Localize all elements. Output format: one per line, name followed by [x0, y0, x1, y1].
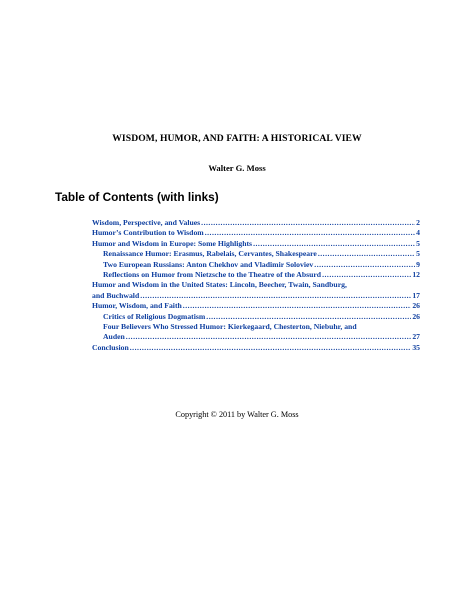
toc-link-humor-wisdom-united-states[interactable]: Humor and Wisdom in the United States: Lincoln, Beecher, Twain, Sandburg, and Buchwald ..... 17	[92, 280, 420, 301]
toc-link-wisdom-perspective-values[interactable]: Wisdom, Perspective, and Values ..... 2	[92, 218, 420, 228]
document-title: WISDOM, HUMOR, AND FAITH: A HISTORICAL VIEW	[112, 133, 362, 144]
toc-link-four-believers[interactable]: Four Believers Who Stressed Humor: Kierkegaard, Chesterton, Niebuhr, and Auden ..... 27	[92, 322, 420, 343]
toc-link-reflections-on-humor[interactable]: Reflections on Humor from Nietzsche to the Theatre of the Absurd ..... 12	[92, 270, 420, 280]
toc-link-renaissance-humor[interactable]: Renaissance Humor: Erasmus, Rabelais, Cervantes, Shakespeare ..... 5	[92, 249, 420, 259]
table-of-contents	[92, 218, 420, 353]
copyright-notice: Copyright © 2011 by Walter G. Moss	[175, 410, 299, 419]
toc-link-humors-contribution[interactable]: Humor’s Contribution to Wisdom ..... 4	[92, 228, 420, 238]
toc-link-humor-wisdom-europe[interactable]: Humor and Wisdom in Europe: Some Highlights ..... 5	[92, 239, 420, 249]
toc-link-critics-religious-dogmatism[interactable]: Critics of Religious Dogmatism ..... 26	[92, 312, 420, 322]
document-author: Walter G. Moss	[208, 163, 266, 173]
toc-heading: Table of Contents (with links)	[55, 190, 219, 204]
toc-link-conclusion[interactable]: Conclusion ..... 35	[92, 343, 420, 353]
toc-link-two-european-russians[interactable]: Two European Russians: Anton Chekhov and Vladimir Soloviev ..... 9	[92, 260, 420, 270]
toc-link-humor-wisdom-faith[interactable]: Humor, Wisdom, and Faith ..... 26	[92, 301, 420, 311]
